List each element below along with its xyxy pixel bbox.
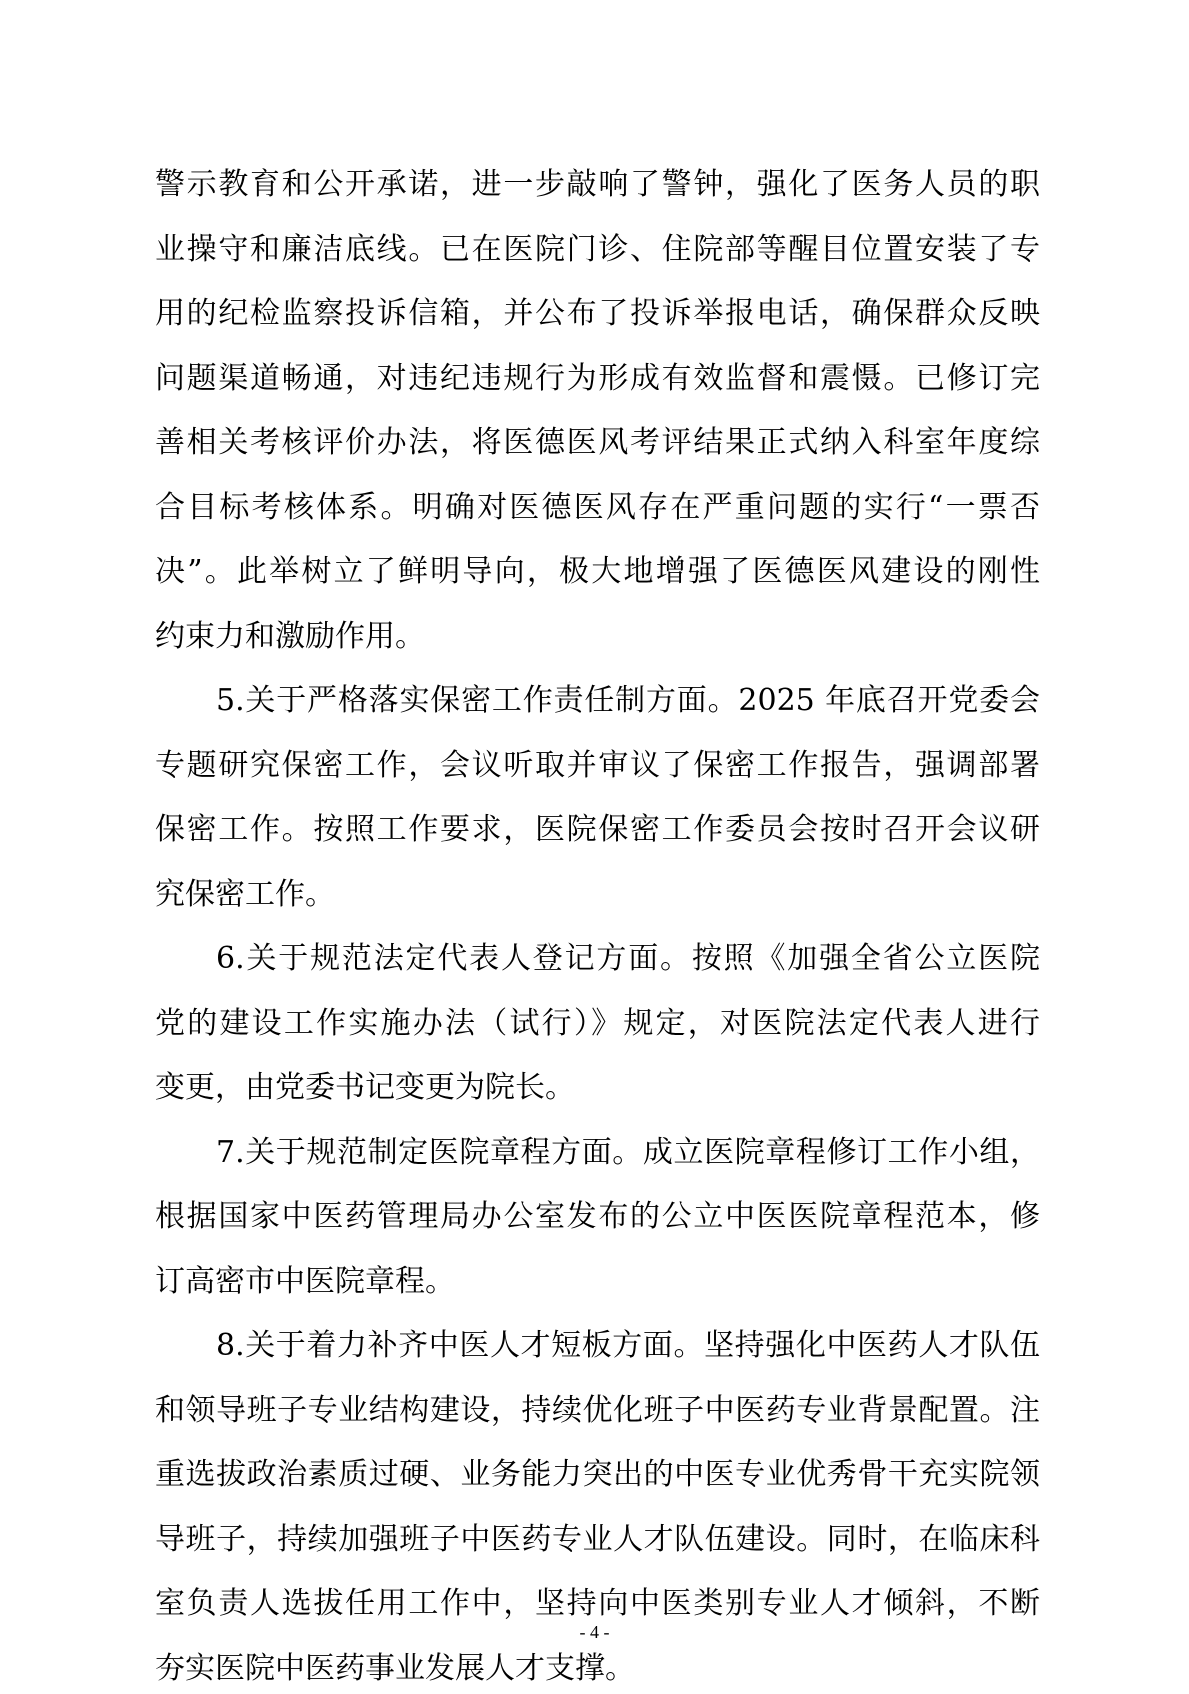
text-line: 根据国家中医药管理局办公室发布的公立中医医院章程范本，修	[155, 1199, 1040, 1234]
text-line: 究保密工作。	[155, 876, 335, 912]
text-line: 决”。此举树立了鲜明导向，极大地增强了医德医风建设的刚性	[155, 554, 1040, 589]
text-line: 约束力和激励作用。	[155, 618, 425, 654]
section-heading-line: 5.关于严格落实保密工作责任制方面。2025 年底召开党委会	[216, 683, 1040, 718]
section-heading-line: 8.关于着力补齐中医人才短板方面。坚持强化中医药人才队伍	[216, 1328, 1040, 1363]
text-line: 党的建设工作实施办法（试行）》规定，对医院法定代表人进行	[155, 1005, 1040, 1041]
text-line: 订高密市中医院章程。	[155, 1263, 455, 1299]
text-line: 警示教育和公开承诺，进一步敲响了警钟，强化了医务人员的职	[155, 167, 1040, 202]
text-line: 室负责人选拔任用工作中，坚持向中医类别专业人才倾斜，不断	[155, 1586, 1040, 1621]
text-line: 导班子，持续加强班子中医药专业人才队伍建设。同时，在临床科	[155, 1521, 1040, 1557]
text-line: 合目标考核体系。明确对医德医风存在严重问题的实行“一票否	[155, 489, 1040, 525]
text-line: 重选拔政治素质过硬、业务能力突出的中医专业优秀骨干充实院领	[155, 1457, 1040, 1492]
text-line: 和领导班子专业结构建设，持续优化班子中医药专业背景配置。注	[155, 1392, 1040, 1428]
section-heading-line: 6.关于规范法定代表人登记方面。按照《加强全省公立医院	[216, 941, 1040, 976]
text-line: 善相关考核评价办法，将医德医风考评结果正式纳入科室年度综	[155, 425, 1040, 460]
section-heading-line: 7.关于规范制定医院章程方面。成立医院章程修订工作小组，	[216, 1134, 1040, 1170]
page-number: - 4 -	[579, 1622, 610, 1642]
text-line: 变更，由党委书记变更为院长。	[155, 1070, 575, 1105]
text-line: 问题渠道畅通，对违纪违规行为形成有效监督和震慑。已修订完	[155, 360, 1040, 396]
text-line: 保密工作。按照工作要求，医院保密工作委员会按时召开会议研	[155, 812, 1040, 847]
text-line: 用的纪检监察投诉信箱，并公布了投诉举报电话，确保群众反映	[155, 296, 1040, 331]
text-line: 专题研究保密工作，会议听取并审议了保密工作报告，强调部署	[155, 747, 1040, 783]
text-line: 业操守和廉洁底线。已在医院门诊、住院部等醒目位置安装了专	[155, 231, 1040, 267]
text-line: 夯实医院中医药事业发展人才支撑。	[155, 1650, 635, 1686]
